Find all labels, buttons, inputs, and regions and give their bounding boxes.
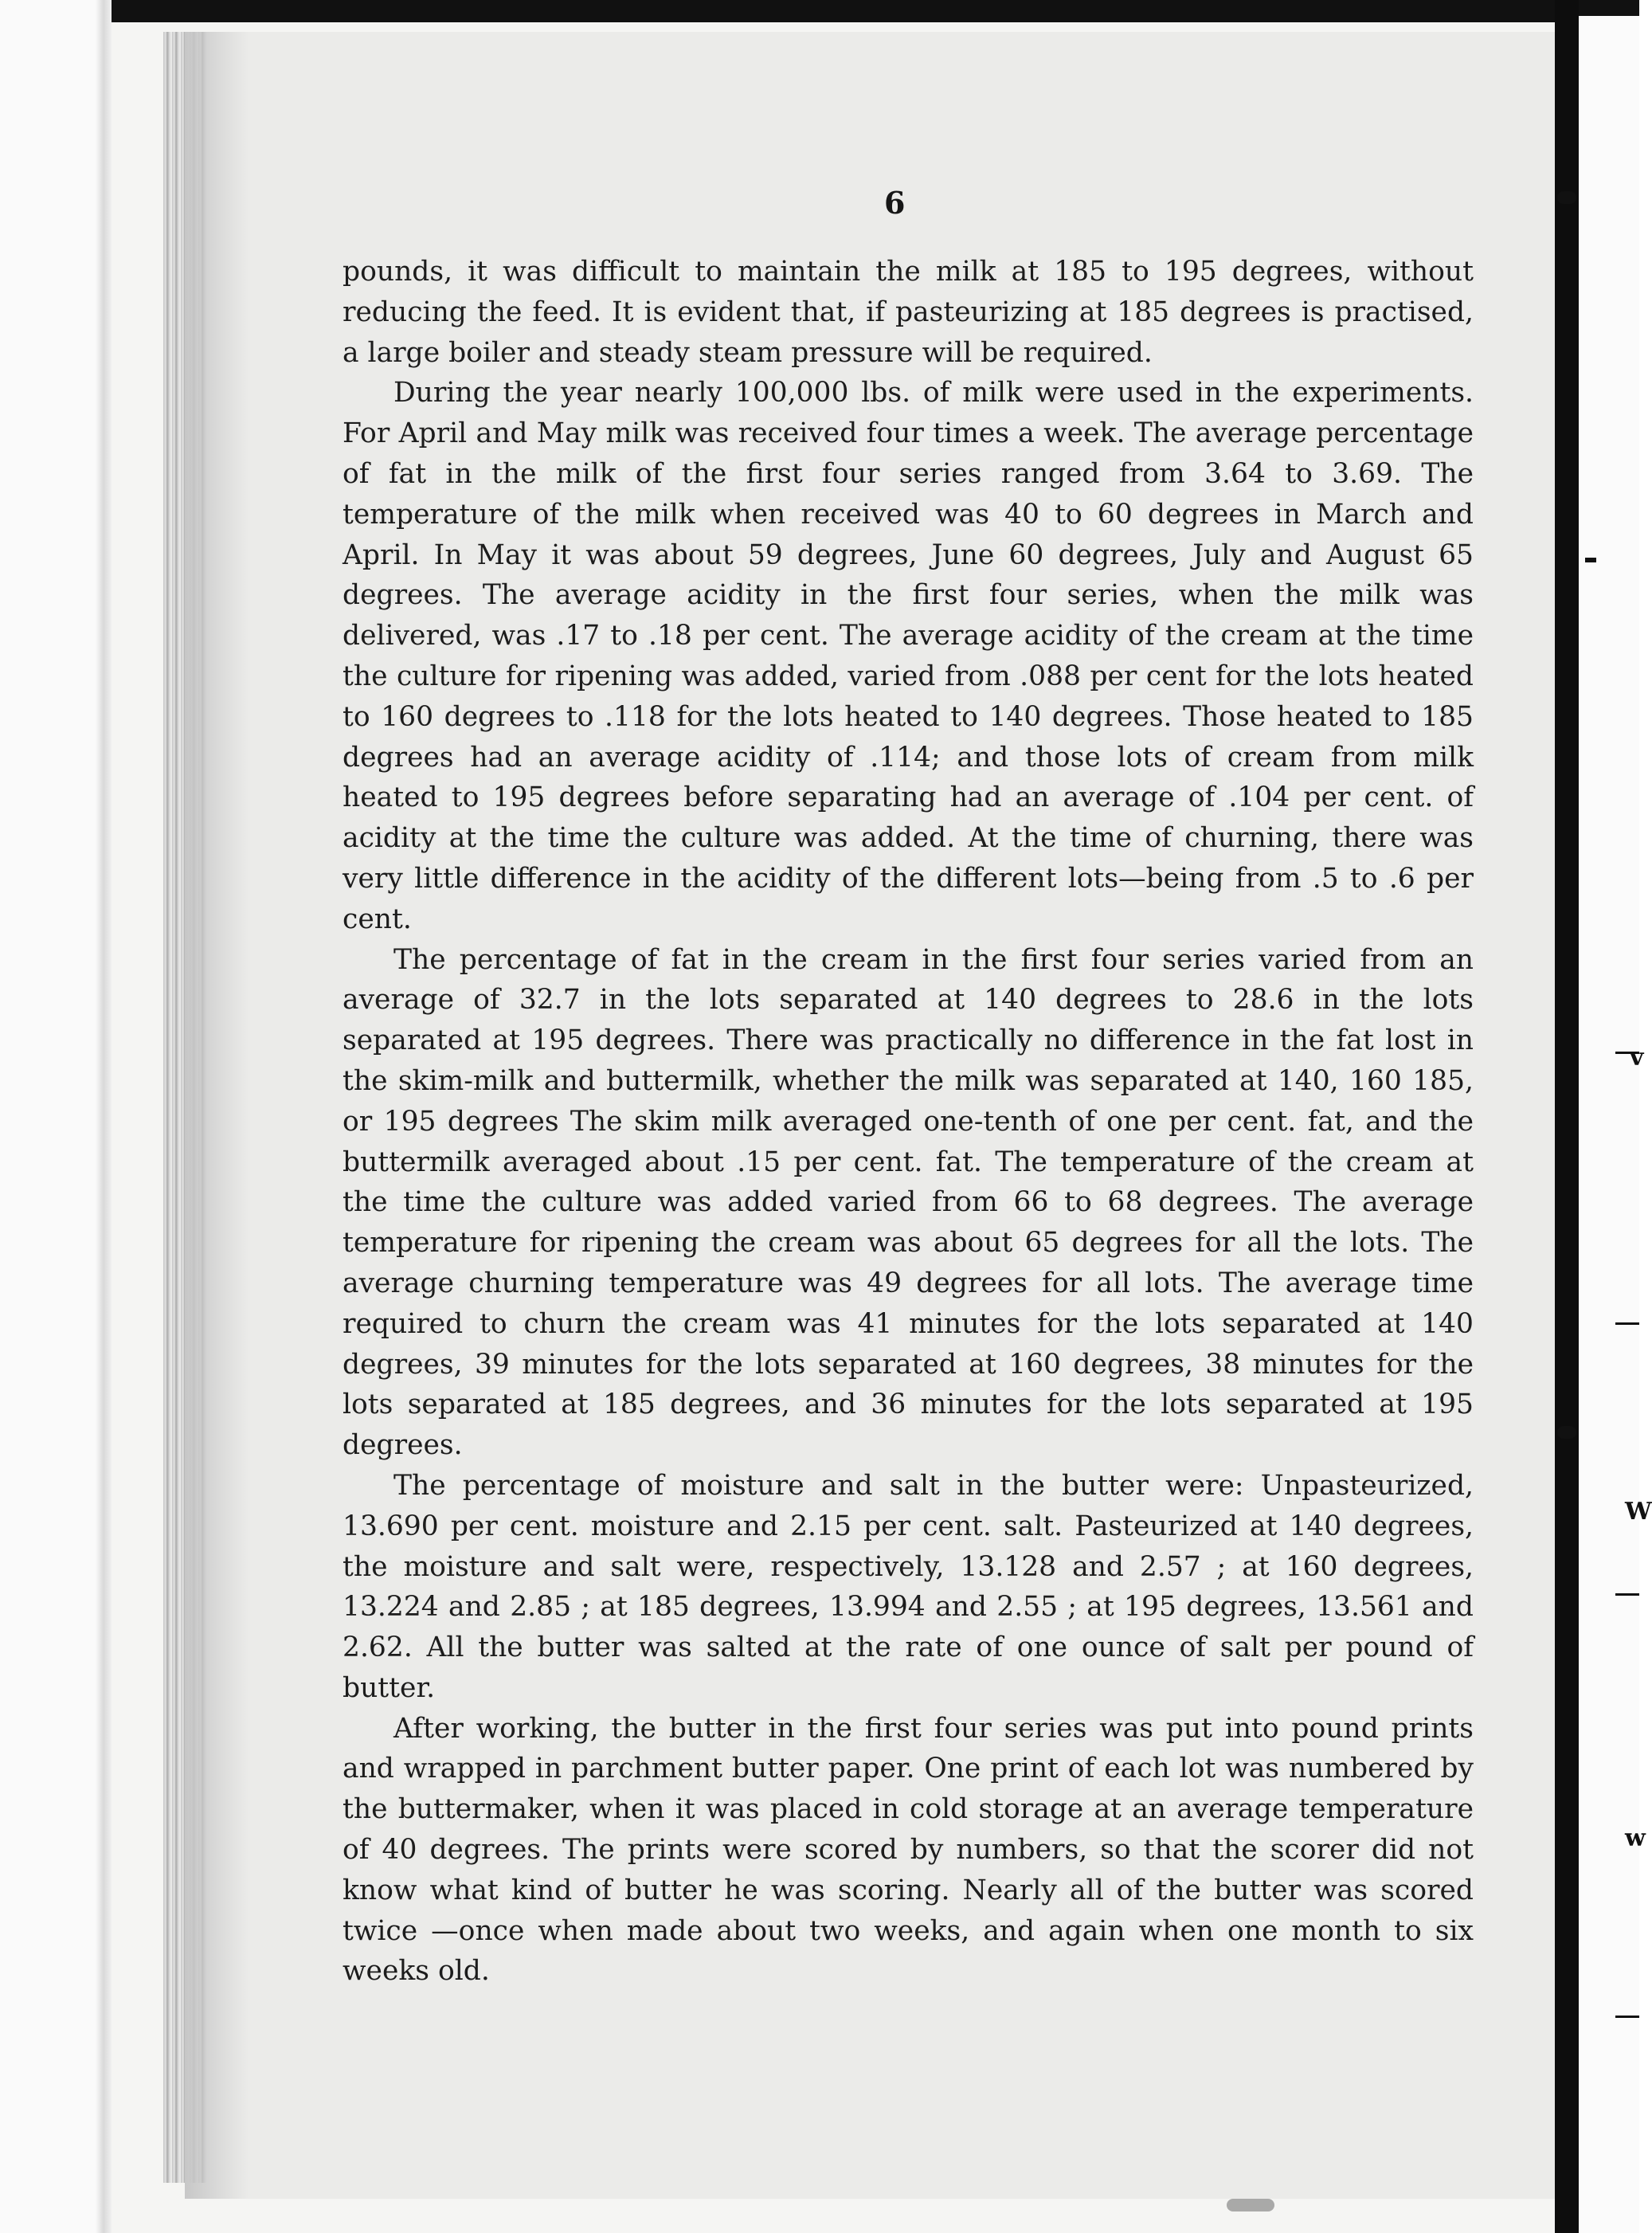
page-number: 6 (884, 185, 906, 221)
facing-page-mark (1557, 1426, 1576, 1439)
paragraph: The percentage of fat in the cream in the first four series varied from an average of 32.7 in the lots separated at 140 degrees to 28.6 in the lots separated at 195 degrees. There was practically no difference in the fat lost in the skim-milk and buttermilk, whether the milk was separated at 140, 160 185, or 195 degrees The skim milk averaged one-tenth of one per cent. fat, and the buttermilk averaged about .15 per cent. fat. The temperature of the cream at the time the culture was added varied from 66 to 68 degrees. The average temperature for ripening the cream was about 65 degrees for all the lots. The average churning temperature was 49 degrees for all lots. The average time required to churn the cream was 41 minutes for the lots separated at 140 degrees, 39 minutes for the lots separated at 160 degrees, 38 minutes for the lots separated at 185 degrees, and 36 minutes for the lots separated at 195 degrees. (343, 943, 1474, 1462)
scan-smudge (1227, 2199, 1274, 2211)
facing-page-mark (1615, 1322, 1639, 1325)
facing-page-letter: w (1625, 1824, 1646, 1852)
facing-page-mark (1585, 558, 1596, 562)
facing-page-sliver (1579, 16, 1639, 2233)
facing-page-letter: v (1630, 1044, 1644, 1071)
gutter-shadow (185, 32, 249, 2199)
paragraph: pounds, it was difficult to maintain the milk at 185 to 195 degrees, without reducing the feed. It is evident that, if pasteurizing at 185 degrees is practised, a large boiler and steady steam pressure will be required. (343, 256, 1474, 369)
scan-left-margin (0, 0, 112, 2233)
body-text (343, 252, 1474, 1992)
scan-right-edge (1555, 0, 1579, 2233)
paragraph: After working, the butter in the first four series was put into pound prints and wrapped in parchment butter paper. One print of each lot was numbered by the buttermaker, when it was placed in cold storage at an average temperature of 40 degrees. The prints were scored by numbers, so that the scorer did not know what kind of butter he was scoring. Nearly all of the butter was scored twice —once when made about two weeks, and again when one month to six weeks old. (343, 1712, 1474, 1988)
paragraph: During the year nearly 100,000 lbs. of milk were used in the experiments. For April and May milk was received four times a week. The average percentage of fat in the milk of the first four series ranged from 3.64 to 3.69. The temperature of the milk when received was 40 to 60 degrees in March and April. In May it was about 59 degrees, June 60 degrees, July and August 65 degrees. The average acidity in the first four series, when the milk was delivered, was .17 to .18 per cent. The average acidity of the cream at the time the culture for ripening was added, varied from .088 per cent for the lots heated to 160 degrees to .118 for the lots heated to 140 degrees. Those heated to 185 degrees had an average acidity of .114; and those lots of cream from milk heated to 195 degrees before separating had an average of .104 per cent. of acidity at the time the culture was added. At the time of churning, there was very little difference in the acidity of the different lots—being from .5 to .6 per cent. (343, 377, 1474, 935)
scan-top-edge (0, 0, 1639, 22)
facing-page-mark (1615, 1593, 1639, 1596)
paragraph: The percentage of moisture and salt in the butter were: Unpasteurized, 13.690 per cent. moisture and 2.15 per cent. salt. Pasteurized at 140 degrees, the moisture and salt were, respectively, 13.128 and 2.57 ; at 160 degrees, 13.224 and 2.85 ; at 185 degrees, 13.994 and 2.55 ; at 195 degrees, 13.561 and 2.62. All the butter was salted at the rate of one ounce of salt per pound of butter. (343, 1469, 1474, 1704)
facing-page-mark (1557, 191, 1576, 204)
facing-page-letter: W (1625, 1498, 1652, 1526)
facing-page-mark (1615, 2016, 1639, 2018)
